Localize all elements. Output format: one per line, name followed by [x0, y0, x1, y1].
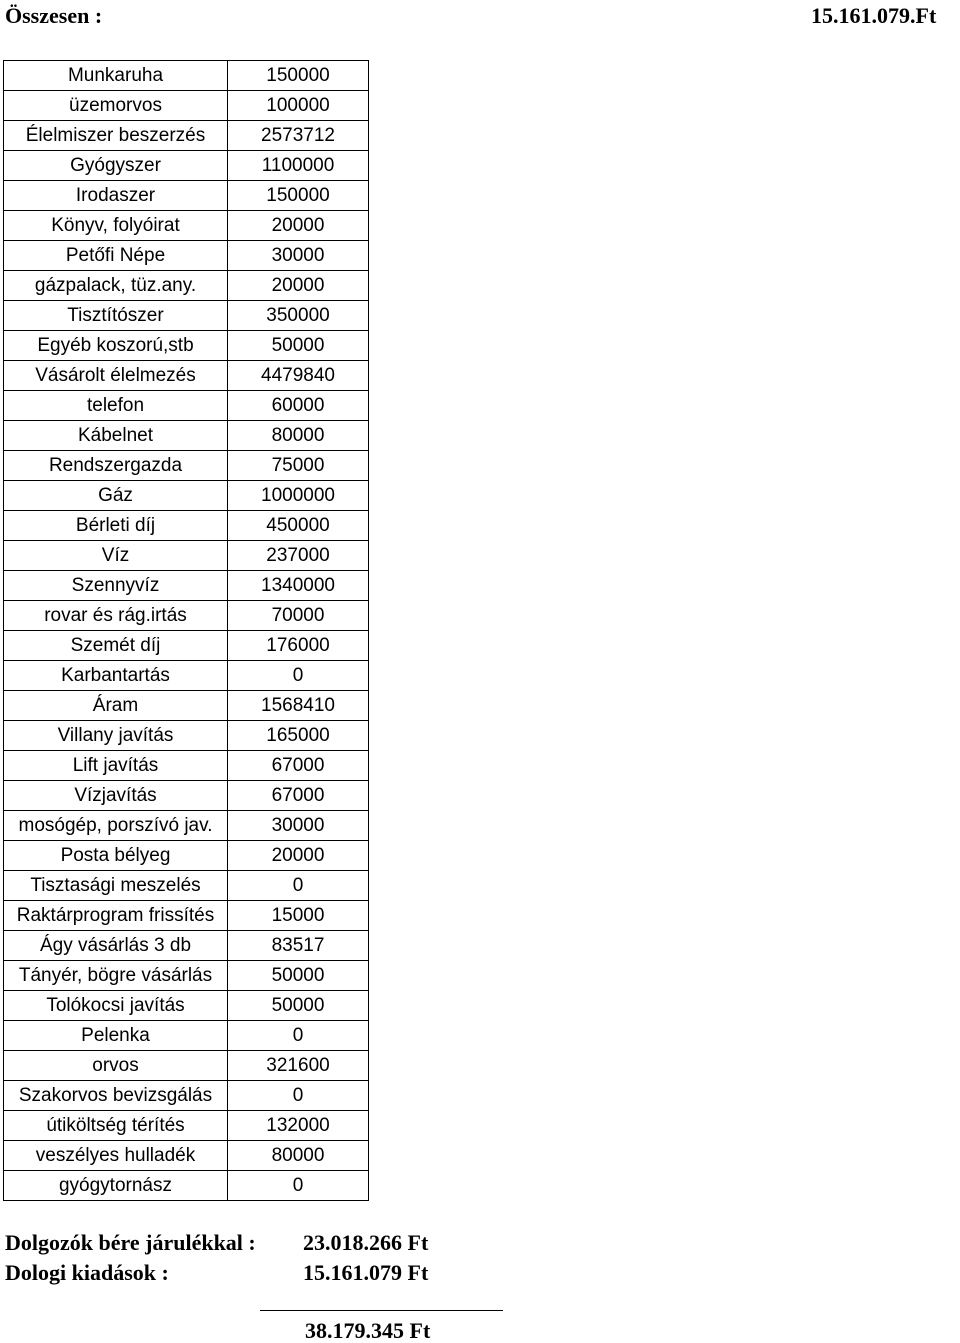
expense-amount: 80000 — [228, 1141, 369, 1171]
expense-name: útiköltség térítés — [4, 1111, 228, 1141]
table-row — [4, 841, 369, 871]
expense-name: Gyógyszer — [4, 151, 228, 181]
expense-name: Egyéb koszorú,stb — [4, 331, 228, 361]
table-row — [4, 331, 369, 361]
expense-amount: 30000 — [228, 241, 369, 271]
expense-amount: 165000 — [228, 721, 369, 751]
table-row — [4, 1171, 369, 1201]
table-row — [4, 901, 369, 931]
expense-name: Pelenka — [4, 1021, 228, 1051]
table-row — [4, 631, 369, 661]
expense-name: Vásárolt élelmezés — [4, 361, 228, 391]
expense-amount: 0 — [228, 661, 369, 691]
material-expenses-value: 15.161.079 Ft — [303, 1260, 429, 1285]
expense-name: Ágy vásárlás 3 db — [4, 931, 228, 961]
expense-name: Lift javítás — [4, 751, 228, 781]
expense-name: gyógytornász — [4, 1171, 228, 1201]
expense-amount: 450000 — [228, 511, 369, 541]
table-row — [4, 151, 369, 181]
expense-amount: 30000 — [228, 811, 369, 841]
table-row — [4, 211, 369, 241]
expense-amount: 1000000 — [228, 481, 369, 511]
table-row — [4, 91, 369, 121]
table-row — [4, 301, 369, 331]
table-row — [4, 961, 369, 991]
table-row — [4, 991, 369, 1021]
table-row — [4, 421, 369, 451]
table-row — [4, 241, 369, 271]
table-row — [4, 601, 369, 631]
expense-table — [3, 60, 369, 1201]
table-row — [4, 661, 369, 691]
table-row — [4, 781, 369, 811]
expense-name: Víz — [4, 541, 228, 571]
table-row — [4, 691, 369, 721]
expense-amount: 75000 — [228, 451, 369, 481]
expense-amount: 20000 — [228, 211, 369, 241]
expense-name: gázpalack, tüz.any. — [4, 271, 228, 301]
expense-amount: 50000 — [228, 331, 369, 361]
expense-amount: 150000 — [228, 181, 369, 211]
expense-name: Kábelnet — [4, 421, 228, 451]
expense-name: Szakorvos bevizsgálás — [4, 1081, 228, 1111]
expense-amount: 0 — [228, 871, 369, 901]
expense-name: üzemorvos — [4, 91, 228, 121]
expense-amount: 237000 — [228, 541, 369, 571]
expense-amount: 50000 — [228, 961, 369, 991]
expense-amount: 0 — [228, 1021, 369, 1051]
expense-name: Gáz — [4, 481, 228, 511]
table-row — [4, 181, 369, 211]
expense-name: Posta bélyeg — [4, 841, 228, 871]
table-row — [4, 1141, 369, 1171]
table-row — [4, 481, 369, 511]
expense-amount: 350000 — [228, 301, 369, 331]
expense-name: Munkaruha — [4, 61, 228, 91]
table-row — [4, 751, 369, 781]
expense-amount: 15000 — [228, 901, 369, 931]
expense-name: Könyv, folyóirat — [4, 211, 228, 241]
table-row — [4, 1111, 369, 1141]
expense-table-body — [4, 61, 369, 1201]
expense-name: Élelmiszer beszerzés — [4, 121, 228, 151]
table-row — [4, 721, 369, 751]
expense-name: Tányér, bögre vásárlás — [4, 961, 228, 991]
wages-label: Dolgozók bére járulékkal : — [5, 1230, 256, 1255]
expense-amount: 20000 — [228, 841, 369, 871]
table-row — [4, 511, 369, 541]
expense-name: Raktárprogram frissítés — [4, 901, 228, 931]
table-row — [4, 871, 369, 901]
expense-amount: 70000 — [228, 601, 369, 631]
expense-amount: 100000 — [228, 91, 369, 121]
table-row — [4, 931, 369, 961]
expense-amount: 67000 — [228, 751, 369, 781]
expense-amount: 150000 — [228, 61, 369, 91]
expense-name: mosógép, porszívó jav. — [4, 811, 228, 841]
table-row — [4, 121, 369, 151]
expense-amount: 176000 — [228, 631, 369, 661]
expense-name: Tisztasági meszelés — [4, 871, 228, 901]
table-row — [4, 571, 369, 601]
table-row — [4, 61, 369, 91]
expense-name: Bérleti díj — [4, 511, 228, 541]
expense-amount: 1340000 — [228, 571, 369, 601]
expense-amount: 80000 — [228, 421, 369, 451]
expense-name: Villany javítás — [4, 721, 228, 751]
expense-amount: 132000 — [228, 1111, 369, 1141]
table-row — [4, 451, 369, 481]
expense-name: Vízjavítás — [4, 781, 228, 811]
table-row — [4, 361, 369, 391]
expense-amount: 0 — [228, 1081, 369, 1111]
expense-name: veszélyes hulladék — [4, 1141, 228, 1171]
expense-amount: 2573712 — [228, 121, 369, 151]
expense-amount: 1100000 — [228, 151, 369, 181]
expense-name: telefon — [4, 391, 228, 421]
table-row — [4, 1081, 369, 1111]
expense-name: Szemét díj — [4, 631, 228, 661]
expense-amount: 67000 — [228, 781, 369, 811]
total-value: 15.161.079.Ft — [811, 3, 937, 28]
expense-amount: 1568410 — [228, 691, 369, 721]
expense-name: Karbantartás — [4, 661, 228, 691]
table-row — [4, 1021, 369, 1051]
material-expenses-label: Dologi kiadások : — [5, 1260, 169, 1285]
expense-name: Szennyvíz — [4, 571, 228, 601]
expense-name: orvos — [4, 1051, 228, 1081]
sum-underline — [260, 1310, 503, 1311]
expense-name: Áram — [4, 691, 228, 721]
expense-amount: 4479840 — [228, 361, 369, 391]
expense-amount: 60000 — [228, 391, 369, 421]
expense-name: Tisztítószer — [4, 301, 228, 331]
table-row — [4, 1051, 369, 1081]
table-row — [4, 541, 369, 571]
expense-name: Irodaszer — [4, 181, 228, 211]
wages-value: 23.018.266 Ft — [303, 1230, 429, 1255]
expense-amount: 50000 — [228, 991, 369, 1021]
expense-amount: 321600 — [228, 1051, 369, 1081]
expense-name: Tolókocsi javítás — [4, 991, 228, 1021]
expense-amount: 20000 — [228, 271, 369, 301]
expense-name: Rendszergazda — [4, 451, 228, 481]
expense-amount: 0 — [228, 1171, 369, 1201]
table-row — [4, 271, 369, 301]
expense-name: rovar és rág.irtás — [4, 601, 228, 631]
table-row — [4, 391, 369, 421]
expense-name: Petőfi Népe — [4, 241, 228, 271]
expense-amount: 83517 — [228, 931, 369, 961]
grand-total-value: 38.179.345 Ft — [305, 1318, 431, 1343]
total-label: Összesen : — [5, 3, 103, 28]
table-row — [4, 811, 369, 841]
